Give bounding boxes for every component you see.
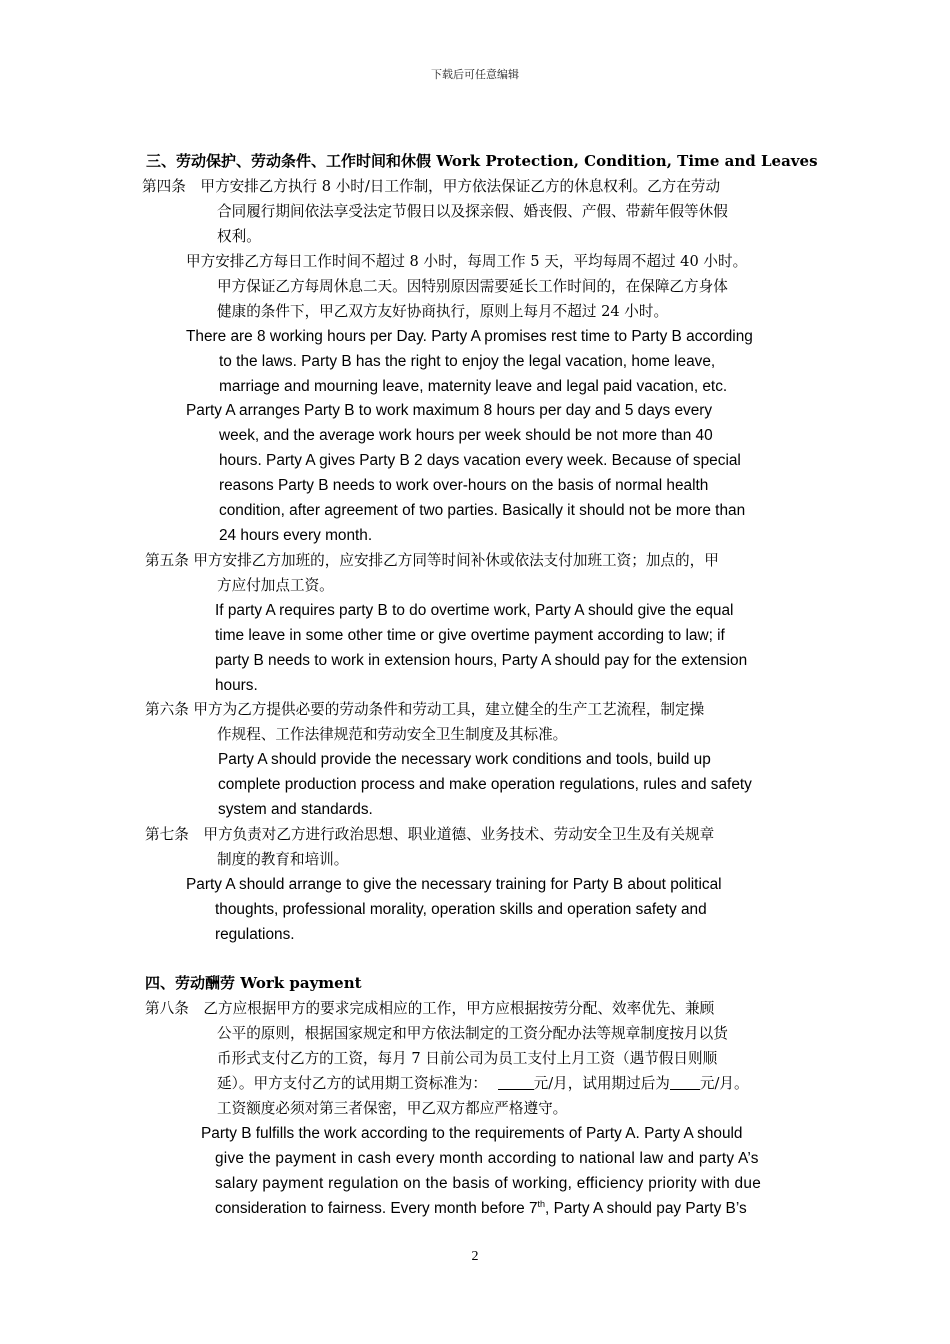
art4-zh2-line-3: 健康的条件下，甲乙双方友好协商执行，原则上每月不超过 24 小时。 <box>217 303 669 320</box>
art5-zh-line-1: 第五条 甲方安排乙方加班的，应安排乙方同等时间补休或依法支付加班工资；加点的，甲 <box>145 552 719 569</box>
art8-en-line-2: give the payment in cash every month according to national law and party A’s <box>215 1150 759 1167</box>
art4-en-line-1: There are 8 working hours per Day. Party A promises rest time to Party B according <box>186 328 753 345</box>
art5-en-line-3: party B needs to work in extension hours, Party A should pay for the extension <box>215 652 748 669</box>
art8-en-line-1: Party B fulfills the work according to the requirements of Party A. Party A should <box>201 1125 743 1142</box>
art5-en-line-2: time leave in some other time or give overtime payment according to law; if <box>215 627 725 644</box>
art4-en-line-3: marriage and mourning leave, maternity leave and legal paid vacation, etc. <box>219 378 728 395</box>
art4-en2-line-1: Party A arranges Party B to work maximum 8 hours per day and 5 days every <box>186 402 713 419</box>
art8-zh-line-2: 公平的原则，根据国家规定和甲方依法制定的工资分配办法等规章制度按月以货 <box>217 1025 728 1042</box>
art4-en2-line-2: week, and the average work hours per week should be not more than 40 <box>219 427 713 444</box>
page-header: 下载后可任意编辑 <box>431 68 519 81</box>
trial-salary-blank[interactable] <box>498 1075 534 1090</box>
art5-en-line-4: hours. <box>215 677 258 694</box>
art8-zh-line-3: 币形式支付乙方的工资，每月 7 日前公司为员工支付上月工资（遇节假日则顺 <box>217 1050 718 1067</box>
page-number: 2 <box>471 1249 479 1264</box>
art4-en2-line-5: condition, after agreement of two parties. Basically it should not be more than <box>219 502 746 519</box>
art8-zh-line-4 <box>217 1071 749 1096</box>
art6-zh-line-2: 作规程、工作法律规范和劳动安全卫生制度及其标准。 <box>217 726 568 743</box>
art6-en-line-2: complete production process and make operation regulations, rules and safety <box>218 776 752 793</box>
art4-en2-line-4: reasons Party B needs to work over-hours on the basis of normal health <box>219 477 709 494</box>
art5-en-line-1: If party A requires party B to do overtime work, Party A should give the equal <box>215 602 734 619</box>
art4-zh2-line-2: 甲方保证乙方每周休息二天。因特别原因需要延长工作时间的，在保障乙方身体 <box>217 278 728 295</box>
art8-en-line-4 <box>215 1196 747 1221</box>
art8-en-line-4-part-2: , Party A should pay Party B’s <box>545 1200 747 1217</box>
section-3-title: 三、劳动保护、劳动条件、工作时间和休假 Work Protection, Condition, Time and Leaves <box>146 152 818 170</box>
art6-en-line-3: system and standards. <box>218 801 373 818</box>
art7-en-line-2: thoughts, professional morality, operation skills and operation safety and <box>215 901 707 918</box>
art8-zh-line-1: 第八条 乙方应根据甲方的要求完成相应的工作，甲方应根据按劳分配、效率优先、兼顾 <box>145 1000 715 1017</box>
art7-en-line-3: regulations. <box>215 926 295 943</box>
art8-en-line-3: salary payment regulation on the basis of working, efficiency priority with due <box>215 1175 762 1192</box>
art4-en2-line-6: 24 hours every month. <box>219 527 373 544</box>
art4-zh-line-2: 合同履行期间依法享受法定节假日以及探亲假、婚丧假、产假、带薪年假等休假 <box>217 203 728 220</box>
art8-zh-line-4-part-1: 延）。甲方支付乙方的试用期工资标准为： <box>217 1075 487 1092</box>
art7-zh-line-2: 制度的教育和培训。 <box>217 851 349 868</box>
ordinal-suffix: th <box>537 1199 546 1209</box>
art4-zh-line-3: 权利。 <box>217 228 261 245</box>
art8-zh-line-4-part-2: 元/月，试用期过后为 <box>533 1075 670 1092</box>
art8-zh-line-4-part-3: 元/月。 <box>699 1075 749 1092</box>
art7-zh-line-1: 第七条 甲方负责对乙方进行政治思想、职业道德、业务技术、劳动安全卫生及有关规章 <box>145 826 715 843</box>
art6-en-line-1: Party A should provide the necessary work conditions and tools, build up <box>218 751 711 768</box>
art5-zh-line-2: 方应付加点工资。 <box>217 577 334 594</box>
art4-en-line-2: to the laws. Party B has the right to enjoy the legal vacation, home leave, <box>219 353 716 370</box>
regular-salary-blank[interactable] <box>670 1075 700 1090</box>
art4-zh-line-1: 第四条 甲方安排乙方执行 8 小时/日工作制，甲方依法保证乙方的休息权利。乙方在劳动 <box>142 178 721 195</box>
art8-zh-line-5: 工资额度必须对第三者保密，甲乙双方都应严格遵守。 <box>217 1100 568 1117</box>
art4-en2-line-3: hours. Party A gives Party B 2 days vacation every week. Because of special <box>219 452 741 469</box>
art4-zh2-line-1: 甲方安排乙方每日工作时间不超过 8 小时，每周工作 5 天，平均每周不超过 40 小时。 <box>186 253 748 270</box>
art7-en-line-1: Party A should arrange to give the necessary training for Party B about political <box>186 876 722 893</box>
art8-en-line-4-part-1: consideration to fairness. Every month before 7 <box>215 1200 538 1217</box>
art6-zh-line-1: 第六条 甲方为乙方提供必要的劳动条件和劳动工具，建立健全的生产工艺流程，制定操 <box>145 701 705 718</box>
section-4-title: 四、劳动酬劳 Work payment <box>145 974 362 992</box>
